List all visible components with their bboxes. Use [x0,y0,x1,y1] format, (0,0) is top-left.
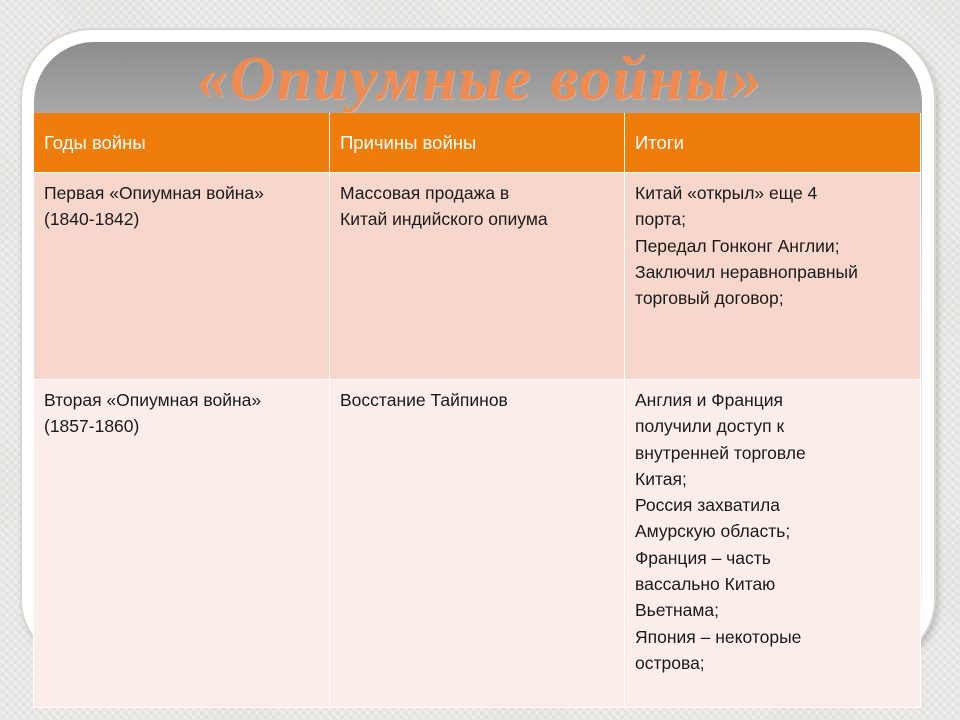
cell-line: Заключил неравноправный [635,261,858,282]
cell-line: Россия захватила [635,495,780,516]
table-row [34,173,921,380]
slide-title: «Опиумные войны» [196,45,764,113]
cell-line: внутренней торговле [635,442,806,463]
cell-line: Массовая продажа в [340,183,510,203]
cell-line: Передал Гонконг Англии; [635,235,840,256]
cell-causes [330,380,625,708]
header-causes: Причины войны [330,113,625,173]
cell-line: Китай индийского опиума [340,209,548,230]
cell-line: Амурскую область; [635,521,791,542]
table-header-row [34,113,921,173]
cell-line: (1857-1860) [44,416,140,437]
table-row [34,380,921,708]
cell-line: получили доступ к [635,416,785,437]
cell-line: Вьетнама; [635,600,719,621]
header-years: Годы войны [34,113,330,173]
cell-line: вассально Китаю [635,574,776,595]
cell-results [625,380,921,708]
cell-line: Япония – некоторые [635,626,802,647]
cell-line: Первая «Опиумная война» [44,183,264,203]
cell-line: Вторая «Опиумная война» [44,390,262,410]
cell-line: Франция – часть [635,547,771,568]
cell-line: острова; [635,652,705,673]
cell-line: Восстание Тайпинов [340,390,508,410]
cell-results [625,173,921,380]
cell-years [34,380,330,708]
cell-years [34,173,330,380]
cell-causes [330,173,625,380]
header-results: Итоги [625,113,921,173]
cell-line: торговый договор; [635,288,784,309]
opium-wars-table [33,113,921,708]
cell-line: (1840-1842) [44,209,140,230]
cell-line: Англия и Франция [635,390,784,410]
cell-line: порта; [635,209,686,230]
cell-line: Китай «открыл» еще 4 [635,183,818,203]
cell-line: Китая; [635,468,687,489]
